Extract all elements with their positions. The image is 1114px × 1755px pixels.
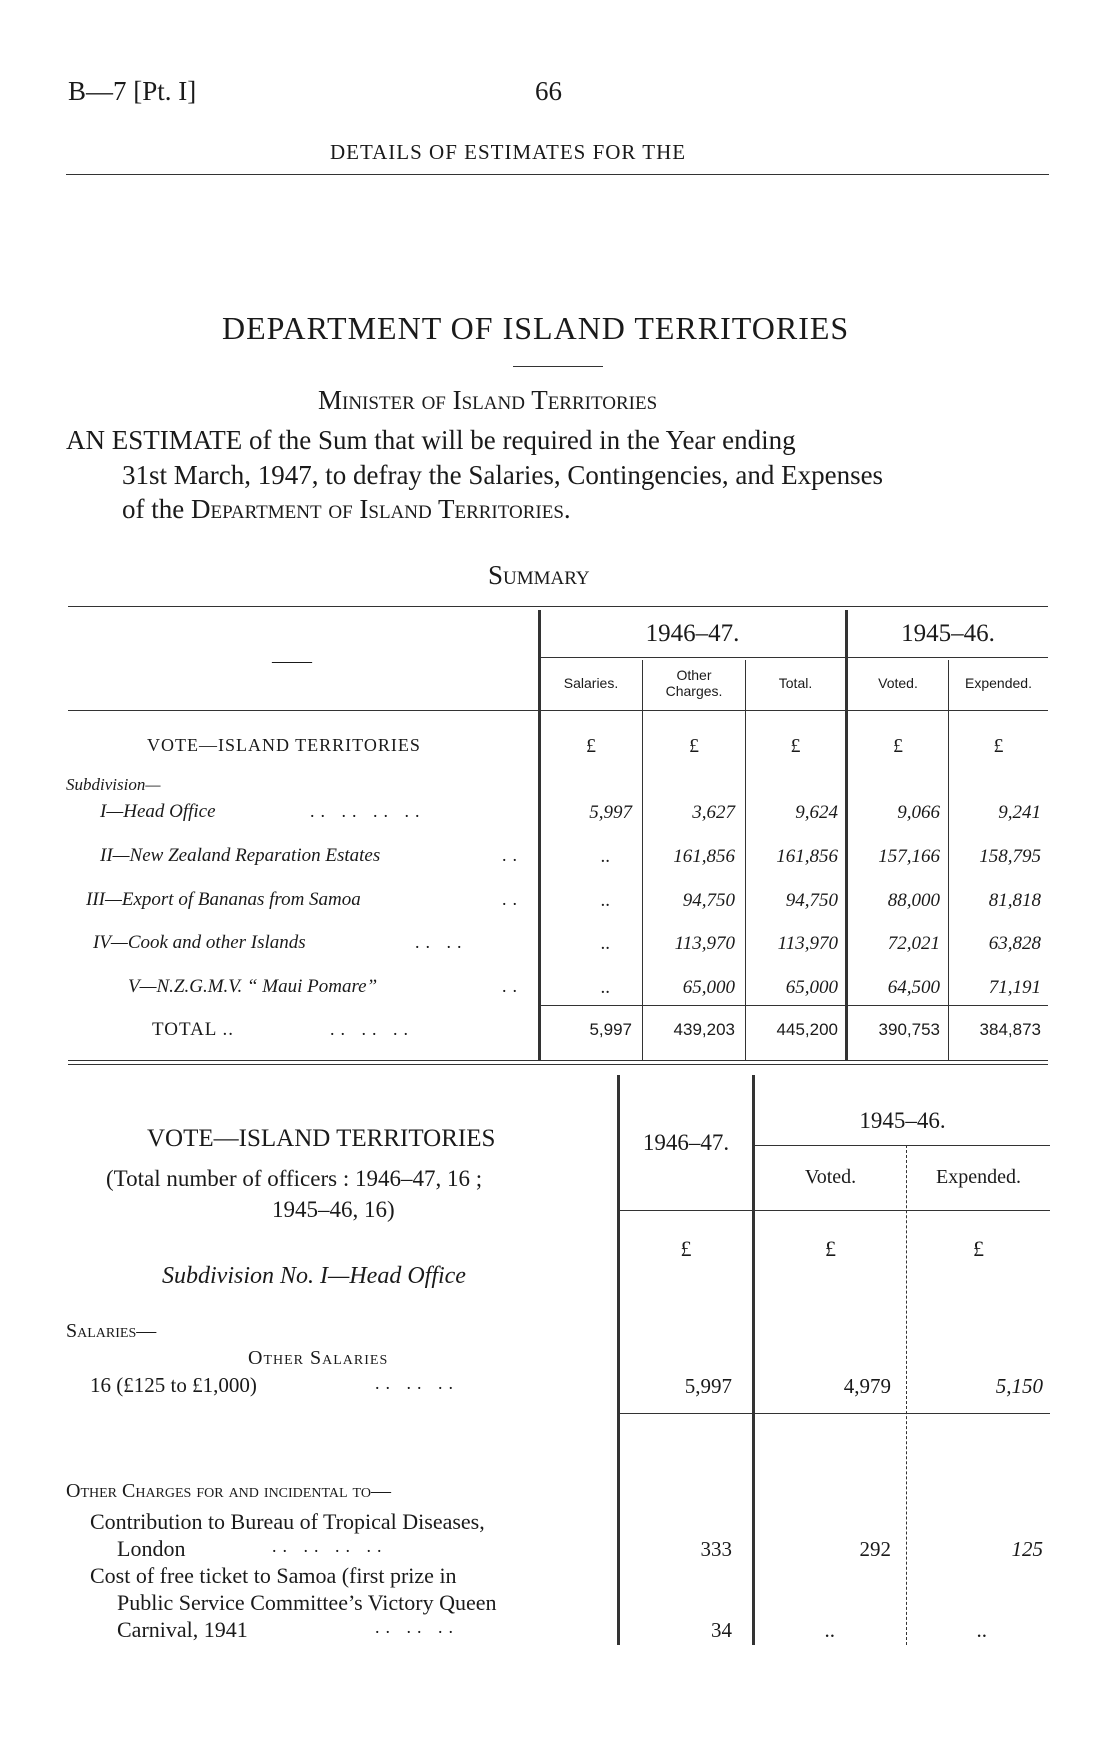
summary-currency-voted: £ (893, 735, 903, 757)
department-title: DEPARTMENT OF ISLAND TERRITORIES (222, 310, 850, 346)
summary-row-expended: 81,818 (988, 890, 1041, 911)
summary-currency-total: £ (790, 735, 801, 757)
detail-charge-voted: 292 (859, 1537, 891, 1561)
detail-vote-heading: VOTE—ISLAND TERRITORIES (147, 1125, 496, 1152)
estimate-line-3 (122, 494, 571, 525)
summary-total-salaries: 5,997 (589, 1020, 632, 1039)
detail-charge-voted: .. (824, 1618, 835, 1642)
summary-col-salaries: Salaries. (563, 675, 619, 691)
detail-salaries-leader: .. .. .. (375, 1373, 459, 1393)
summary-row-other: 65,000 (682, 977, 735, 998)
estimate-department: Department of Island Territories (190, 494, 564, 524)
summary-total-other: 439,203 (673, 1020, 735, 1039)
summary-row-total: 9,624 (795, 802, 838, 823)
summary-total-expended: 384,873 (979, 1020, 1041, 1039)
detail-subdivision: Subdivision No. I—Head Office (162, 1263, 466, 1289)
detail-header-rule (620, 1210, 1050, 1211)
summary-total-label: TOTAL .. (152, 1019, 234, 1040)
summary-year-rule (540, 657, 1048, 658)
summary-title: Summary (488, 560, 590, 590)
summary-col-expended: Expended. (965, 675, 1032, 691)
summary-row-salaries: 5,997 (589, 802, 632, 823)
summary-total-total: 445,200 (776, 1020, 838, 1039)
summary-currency-other: £ (689, 735, 699, 757)
estimate-line-2: 31st March, 1947, to defray the Salaries, Contingencies, and Expenses (122, 460, 884, 490)
summary-currency-salaries: £ (586, 735, 596, 757)
detail-salaries-current: 5,997 (684, 1374, 732, 1398)
detail-charge-line-1: Cost of free ticket to Samoa (first prize in (90, 1563, 457, 1588)
detail-charge-line-3: Carnival, 1941 (117, 1617, 248, 1642)
summary-row-other: 161,856 (673, 846, 735, 867)
running-title: DETAILS OF ESTIMATES FOR THE (330, 140, 687, 164)
estimate-line-3-end: . (563, 494, 571, 524)
summary-row-leader: .. (502, 976, 523, 996)
header-rule (66, 174, 1049, 175)
summary-row-salaries: .. (600, 890, 610, 911)
detail-currency-current: £ (680, 1236, 692, 1261)
detail-year-previous: 1945–46. (859, 1108, 946, 1133)
detail-charge-expended: .. (976, 1618, 987, 1642)
estimate-line-3-start: of the (122, 494, 191, 524)
summary-row-voted: 64,500 (887, 977, 940, 998)
summary-row-salaries: .. (600, 846, 610, 867)
detail-charge-leader: .. .. .. .. (272, 1536, 388, 1556)
detail-year-rule (755, 1145, 1050, 1146)
summary-row-other: 3,627 (692, 802, 735, 823)
summary-row-voted: 157,166 (878, 846, 940, 867)
detail-charge-leader: .. .. .. (375, 1617, 459, 1637)
detail-officers-line-2: 1945–46, 16) (272, 1197, 395, 1222)
detail-year-current: 1946–47. (642, 1130, 730, 1155)
summary-row-total: 113,970 (777, 933, 838, 954)
summary-col-other-1: Other (676, 667, 712, 683)
summary-row-expended: 63,828 (988, 933, 1041, 954)
summary-header-rule (68, 710, 1048, 711)
summary-row-voted: 88,000 (887, 890, 940, 911)
summary-row-salaries: .. (600, 933, 610, 954)
page-ref: B—7 [Pt. I] (68, 76, 197, 106)
summary-bottom-rule-2 (68, 1064, 1048, 1065)
summary-row-other: 113,970 (674, 933, 735, 954)
summary-row-leader: .. (502, 889, 523, 909)
page-number: 66 (535, 76, 562, 106)
summary-row-leader: .. .. (415, 932, 468, 952)
summary-row-salaries: .. (600, 977, 610, 998)
detail-charge-line-2: London (117, 1536, 186, 1561)
summary-total-rule (540, 1005, 1048, 1006)
summary-row-expended: 158,795 (979, 846, 1041, 867)
title-rule (513, 366, 603, 367)
summary-row-label: IV—Cook and other Islands (93, 932, 306, 953)
detail-charge-expended: 125 (1011, 1537, 1043, 1561)
summary-row-label: III—Export of Bananas from Samoa (86, 889, 361, 910)
detail-charge-current: 34 (711, 1618, 732, 1642)
detail-salaries-label: 16 (£125 to £1,000) (90, 1373, 257, 1397)
summary-vote-label: VOTE—ISLAND TERRITORIES (147, 735, 421, 755)
detail-salaries-expended: 5,150 (995, 1374, 1043, 1398)
summary-row-voted: 72,021 (887, 933, 940, 954)
summary-bottom-rule-1 (68, 1060, 1048, 1061)
detail-other-salaries-heading: Other Salaries (248, 1347, 389, 1369)
summary-total-voted: 390,753 (878, 1020, 940, 1039)
detail-currency-voted: £ (825, 1236, 836, 1261)
summary-row-label: II—New Zealand Reparation Estates (100, 845, 381, 866)
detail-charge-current: 333 (700, 1537, 732, 1561)
detail-officers-line-1: (Total number of officers : 1946–47, 16 ; (106, 1166, 483, 1191)
summary-row-total: 65,000 (785, 977, 838, 998)
summary-row-expended: 71,191 (988, 977, 1041, 998)
detail-charge-line-1: Contribution to Bureau of Tropical Diseases, (90, 1509, 485, 1534)
detail-salaries-voted: 4,979 (843, 1374, 891, 1398)
detail-other-charges-heading: Other Charges for and incidental to— (66, 1480, 391, 1502)
estimate-line-1: AN ESTIMATE of the Sum that will be required in the Year ending (66, 425, 796, 455)
summary-row-label: V—N.Z.G.M.V. “ Maui Pomare” (128, 976, 378, 997)
detail-col-voted: Voted. (804, 1166, 857, 1188)
detail-salaries-heading: Salaries— (66, 1320, 157, 1342)
summary-row-other: 94,750 (682, 890, 735, 911)
detail-charge-line-2: Public Service Committee’s Victory Queen (117, 1590, 497, 1615)
summary-row-total: 161,856 (776, 846, 838, 867)
detail-salaries-rule (620, 1413, 1050, 1414)
summary-row-label: I—Head Office (100, 801, 216, 822)
summary-dash: —— (272, 650, 312, 672)
summary-row-total: 94,750 (785, 890, 838, 911)
summary-top-rule (68, 606, 1048, 607)
summary-year-previous: 1945–46. (901, 620, 995, 647)
summary-subdivision-label: Subdivision— (66, 775, 161, 794)
summary-row-leader: .. (502, 845, 523, 865)
summary-row-voted: 9,066 (897, 802, 940, 823)
minister-title: Minister of Island Territories (318, 385, 658, 415)
summary-row-expended: 9,241 (998, 802, 1041, 823)
summary-year-current: 1946–47. (645, 620, 740, 647)
summary-col-other-2: Charges. (665, 683, 723, 699)
summary-row-leader: .. .. .. .. (310, 801, 426, 821)
detail-col-expended: Expended. (936, 1166, 1021, 1188)
summary-currency-expended: £ (993, 735, 1004, 757)
detail-currency-expended: £ (973, 1236, 984, 1261)
summary-total-leader: .. .. .. (330, 1019, 414, 1039)
summary-col-voted: Voted. (878, 675, 918, 691)
summary-col-total: Total. (778, 675, 813, 691)
